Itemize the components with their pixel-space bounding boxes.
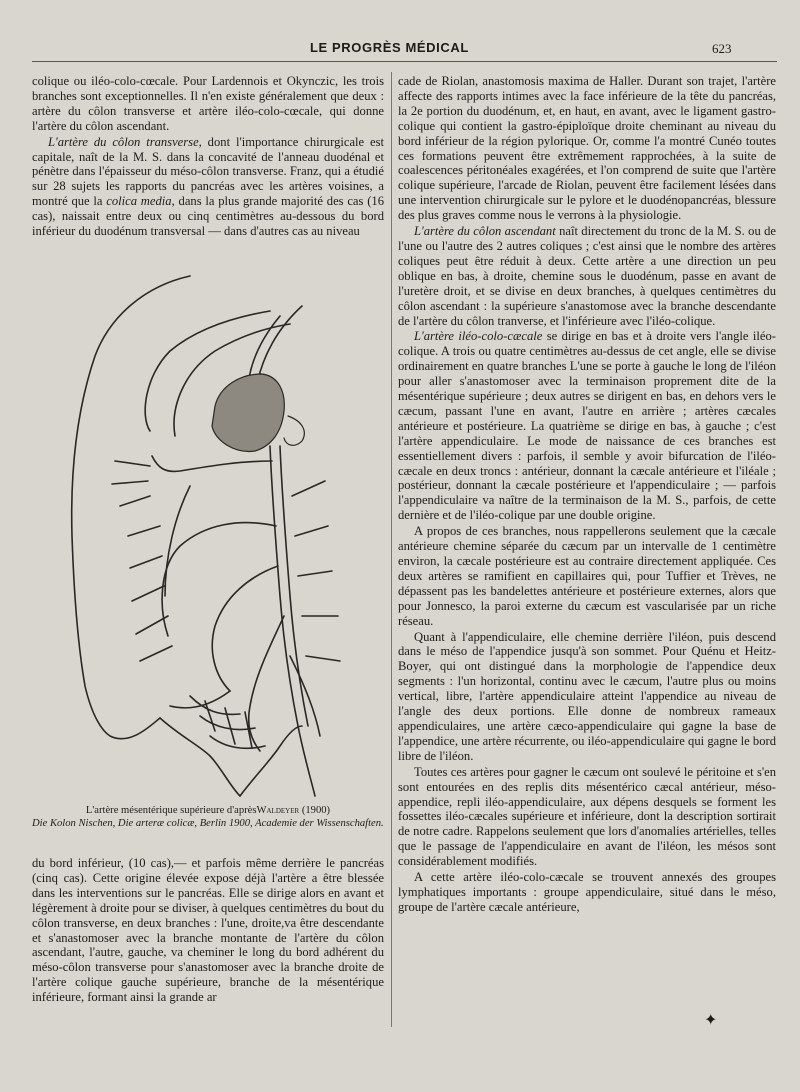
caption-reference: Die Kolon Nischen, Die arteræ colicæ, Berlin 1900, Academie der Wissenschaften. — [32, 818, 384, 829]
right-colic-artery — [162, 523, 276, 636]
paragraph: A propos de ces branches, nous rappellerons seulement que la cæcale antérieure chemine séparée du cæcum par un intervalle de 1 centimètre environ, la cæcale postérieure est au contraire directement appliquée. Ces deux artères se ramifient en capillaires qui, pour Tuffier et Trèves, ne dépassent pas les bandelettes antérieure et postérieure externes, alors que pour Jonnesco, la paroi externe du cæcum est vascularisée par un riche réseau. — [398, 524, 776, 628]
left-column-bottom — [32, 856, 384, 1005]
mesenteric-artery-drawing — [40, 256, 385, 802]
caption-line: L'artère mésentérique supérieure d'aprèsWaldeyer (1900) — [85, 805, 331, 816]
paragraph: Quant à l'appendiculaire, elle chemine derrière l'iléon, puis descend dans le méso de l'appendice jusqu'à son sommet. Pour Quénu et Heitz-Boyer, qui ont distingué dans la morphologie de l'appendice deux segments : l'un horizontal, continu avec le cæcum, l'autre plus ou moins vertical, libre, l'artère appendiculaire atteint l'appendice au niveau de l'angle des deux portions. Elle donne de nombreux rameaux appendiculaires, une artère cæco-appendiculaire qui gagne la base de l'appendice, une artère récurrente, ou iléo-appendiculaire qui gagne le bord libre de l'iléon. — [398, 629, 776, 763]
column-divider — [391, 72, 392, 1027]
figure-caption — [32, 804, 384, 830]
end-ornament: ✦ — [704, 1012, 718, 1029]
anatomical-figure — [40, 256, 385, 802]
header-rule — [32, 61, 777, 62]
journal-title: LE PROGRÈS MÉDICAL — [310, 40, 469, 55]
running-head — [0, 40, 800, 58]
paragraph: L'artère iléo-colo-cæcale se dirige en bas et à droite vers l'angle iléo-colique. A trois ou quatre centimètres au-dessus de cet angle, elle se divise ordinairement en quatre branches L'une se porte à gauche le long de l'iléon pour aller s'anastomoser avec la terminaison proprement dite de la mésentérique supérieure ; deux autres se dirigent en bas, en dehors vers le cæcum, passant l'une en avant, l'autre en arrière ; artères cæcales antérieure et postérieure. La quatrième se dirige en bas, à gauche ; c'est l'artère appendiculaire. Le mode de naissance de ces branches est essentiellement divers : parfois, il semble y avoir bifurcation de l'iléo-cæcale en deux troncs : antérieur, donnant la cæcale antérieure et l'iléale ; postérieur, donnant la cæcale postérieure et l'appendiculaire ; — parfois l'appendiculaire va naître de la terminaison de la M. S., parfois, de cette dernière et de l'iléo-colique par une double origine. — [398, 329, 776, 523]
pancreas-shaded — [212, 374, 284, 451]
paragraph: L'artère du côlon ascendant naît directement du tronc de la M. S. ou de l'une ou l'autre des 2 autres coliques ; c'est ainsi que le nombre des artères coliques peut être réduit à deux. Cette artère a une direction un peu oblique en bas, à droite, chemine sous le duodénum, passe en avant de l'uretère droit, et se divise en deux branches, à quelques centimètres du côlon ascendant : la supérieure s'anastomose avec la branche descendante de l'artère du côlon tranverse, et l'inférieure avec l'iléo-colique. — [398, 224, 777, 328]
ileocolic-artery — [249, 616, 284, 751]
page-number: 623 — [712, 41, 732, 56]
left-column-top — [32, 74, 384, 239]
paragraph: cade de Riolan, anastomosis maxima de Haller. Durant son trajet, l'artère affecte des rapports intimes avec la face inférieure de la tête du pancréas, la 2e portion du duodénum, et, en haut, en avant, avec le ligament gastro-colique qui contient la gastro-épiploïque droite cheminant au niveau du bord inférieur de la région pylorique. Or, comme l'a montré Cunéo toutes ces formations peuvent être extrêmement rapprochées, à la suite de coalescences péritonéales exagérées, et l'on comprend de suite que l'artère colique supérieure, l'arcade de Riolan, peuvent être facilement lésées dans une intervention chirurgicale sur le pylore et le duodénopancréas, blessure des plus graves comme nous le verrons à la physiologie. — [398, 74, 776, 223]
middle-colic-artery — [152, 456, 272, 471]
cecum-outline — [160, 718, 240, 796]
paragraph: Toutes ces artères pour gagner le cæcum ont soulevé le péritoine et s'en sont entourées en des replis dits mésentérico cæcal antérieur, méso-appendice, repli iléo-appendiculaire, aux dépens desquels se forment les fossettes iléo-cæcales supérieure et inférieure, dont la description sortirait de notre cadre. Rappelons seulement que lors d'anomalies artérielles, telles que le passage de l'appendiculaire en avant de l'iléon, les mésos sont considérablement modifiés. — [398, 764, 776, 869]
paragraph: L'artère du côlon transverse, dont l'importance chirurgicale est capitale, naît de la M. S. dans la concavité de l'anneau duodénal et pénètre dans l'épaisseur du méso-côlon transverse. Franz, qui a étudié sur 28 sujets les rapports du pancréas avec les artères voisines, a montré que la colica media, dans la plus grande majorité des cas (16 cas), naissait entre deux ou cinq centimètres au-dessous du bord inférieur du duodénum transversal — dans d'autres cas au niveau — [32, 134, 384, 239]
paragraph: colique ou iléo-colo-cœcale. Pour Lardennois et Okynczic, les trois branches sont exceptionnelles. Il n'en existe généralement que deux : artère du côlon transverse et artère iléo-colo-cœcale, qui donne l'artère du côlon ascendant. — [32, 74, 384, 133]
right-column — [398, 74, 776, 915]
paragraph: A cette artère iléo-colo-cæcale se trouvent annexés des groupes lymphatiques importants : groupe appendiculaire, situé dans le méso, groupe de l'artère cæcale antérieure, — [398, 870, 776, 914]
colon-outline — [72, 276, 190, 739]
paragraph: du bord inférieur, (10 cas),— et parfois même derrière le pancréas (cinq cas). Cette origine élevée expose déjà l'artère a être blessée dans les interventions sur le pancréas. Elle se dirige alors en avant et légèrement à droite pour se diviser, à quelques centimètres du bout du côlon transverse, en deux branches : l'une, droite,va être descendante et s'anastomoser avec la branche montante de l'artère du côlon ascendant, l'autre, gauche, va cheminer le long du bord adhérent du méso-côlon transverse pour s'anastomoser avec la branche droite de l'artère colique gauche supérieure, branche de la mésentérique inférieure, formant ainsi la grande ar — [32, 856, 385, 1005]
